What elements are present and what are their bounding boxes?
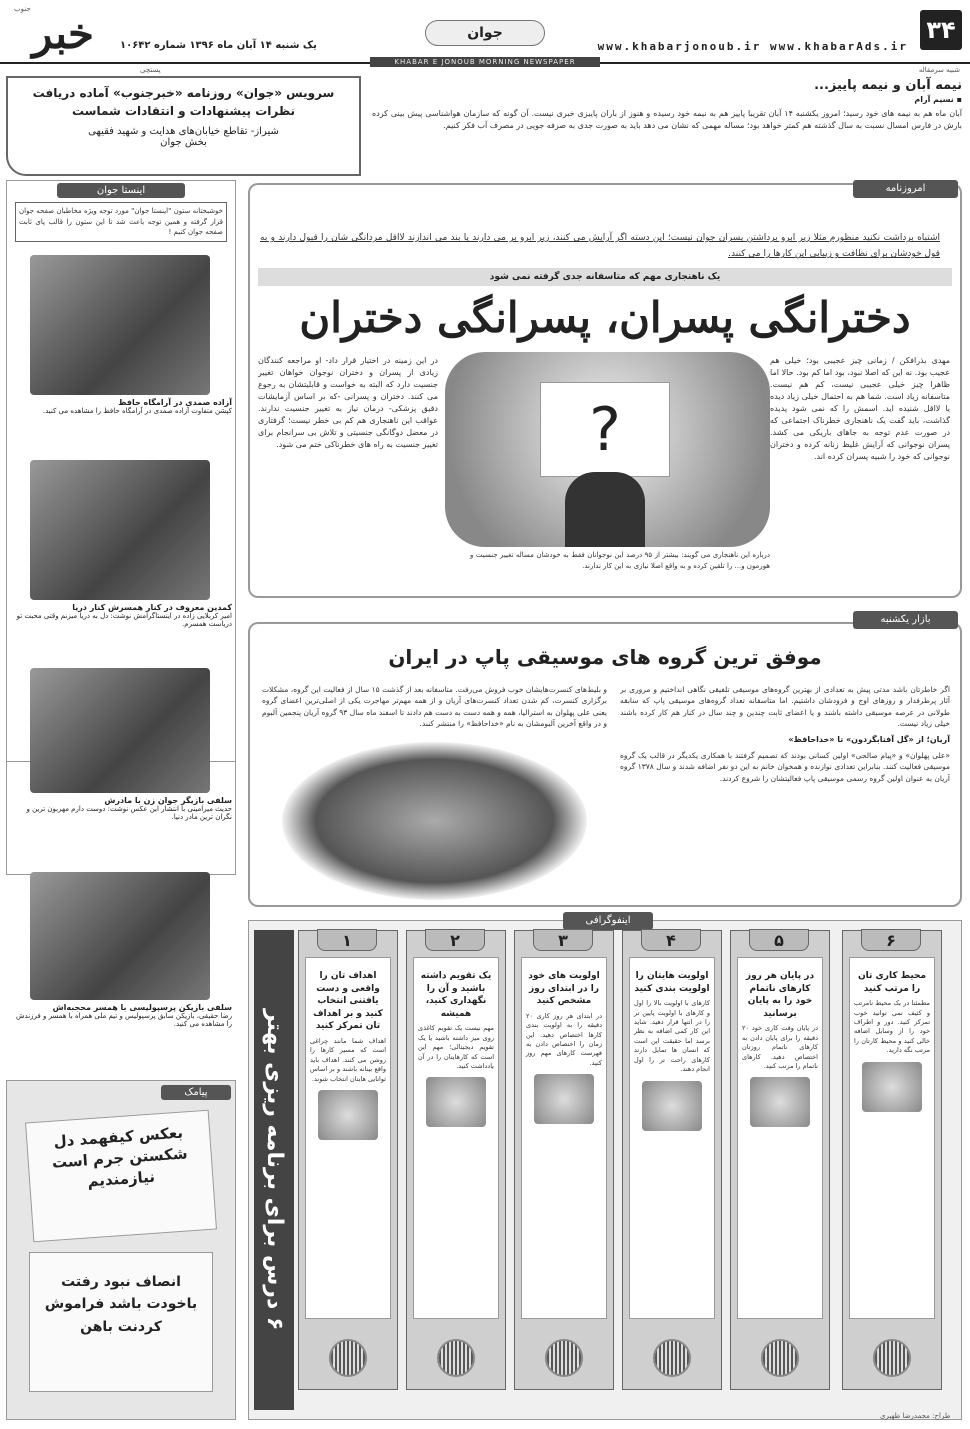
music-col-right: اگر خاطرتان باشد مدتی پیش به تعدادی از بهترین گروه‌های موسیقی تلفیقی نگاهی انداختیم و مروری بر آثار پرطرفدار و روزهای اوج و فرودشان داشتیم. اما متاسفانه تعداد گروه‌های موسیقی پاپ که سابقه طولانی در عرصه موسیقی داشته باشند و یا اعضای ثابت چندین و چند سال در کنار هم کار کرده باشند خیلی زیاد نیست.	[620, 685, 950, 728]
folder-number: ۴	[641, 929, 701, 951]
insta-photo-3	[30, 668, 210, 793]
folder-number: ۳	[533, 929, 593, 951]
main-label: امروزنامه	[853, 180, 958, 198]
folder-title: اولویت های خود را در ابتدای روز مشخص کنید	[528, 971, 600, 1007]
folder-card-6	[842, 930, 942, 1390]
newspaper-logo	[8, 8, 118, 60]
main-col-left: در این زمینه در اختیار قرار داد- او مراجعه کنندگان زیادی از پسران و دختران نوجوان خواهان تغییر جنسیت دارد که البته به خواست و قابلیتشان به رجوع می کنند. دختران و پسرانی -که بر اساس آزمایشات دقیق پزشکی- درمان نیاز به تغییر جنسیت ندارند. عواقب این ناهنجاری هم کم بی خطر نیست؛ گرفتاری در معضل دوگانگی جنسیتی و تلاش بی سرانجام برای تغییر جنسیت به راه های خطرناکی ختم می شود.	[258, 356, 438, 449]
logo-text: خبر	[32, 9, 94, 58]
main-photo-caption: درباره این ناهنجاری می گویند: بیشتر از ۹۵ درصد این نوجوانان فقط به خودشان مساله تغییر جنسیت و هورمون و... را تلقین کرده و به واقع اصلا نیازی به این کار ندارند.	[470, 551, 770, 570]
caption-title: آزاده صمدی در آرامگاه حافظ	[118, 398, 232, 407]
service-title: سرویس «جوان» روزنامه «خبرجنوب» آماده دریافت نظرات پیشنهادات و انتقادات شماست	[32, 86, 335, 118]
insta-intro: خوشبختانه ستون "اینستا جوان" مورد توجه ویژه مخاطبان صفحه جوان قرار گرفته و همین توجه باعث شد تا این ستون را قالب پای ثابت صفحه جوان کنیم !	[15, 202, 227, 242]
folder-title: محیط کاری تان را مرتب کنید	[857, 971, 927, 994]
author-name: نسیم آرام	[914, 95, 954, 104]
caption-title: کمدین معروف در کنار همسرش کنار دریا	[72, 603, 232, 612]
binder-holes-icon	[329, 1339, 367, 1377]
issue-date: یک شنبه ۱۴ آبان ماه ۱۳۹۶ شماره ۱۰۶۴۲	[120, 40, 317, 51]
site-urls[interactable]: www.khabarjonoub.ir www.khabarAds.ir	[597, 40, 908, 53]
english-tagline: KHABAR E JONOUB MORNING NEWSPAPER	[370, 57, 600, 67]
music-col-right-2: «علی پهلوان» و «پیام صالحی» اولین کسانی بودند که تصمیم گرفتند با همکاری یکدیگر در قالب یک گروه موسیقی فعالیت کنند. بنابراین تعدادی نوازنده و همخوان خانم به این دو نفر اضافه شدند و سال ۱۳۷۸ گروه آریان به عنوان اولین گروه رسمی موسیقی پاپ فعالیتشان را شروع کردند.	[620, 751, 950, 783]
binder-holes-icon	[545, 1339, 583, 1377]
main-col-right: مهدی بذرافکن / زمانی چیز عجیبی بود؛ خیلی هم عجیب بود. نه این که اصلا نبود، بود اما کم بود. حالا اما ظاهرا چیز خیلی عجیبی نیست، کم هم نیست. متاسفانه زیاد است. شما هم به احتمال خیلی زیاد دیده یا لااقل شنیده اید. اسمش را که نمی شود پدیده گذاشت، باید گفت یک ناهنجاری خطرناک اجتماعی که در صورت عدم توجه به جاهای باریکی می کشد. پسران نوجوانی که آرایش غلیظ زنانه کرده و دختران نوجوانی که خود را شبیه پسران کرده اند.	[770, 356, 950, 461]
folder-illustration	[750, 1077, 810, 1127]
folder-text: در ابتدای هر روز کاری ۲۰ دقیقه را به اولویت بندی کارها اختصاص دهید. این زمان را اختصاص دادن به فهرست کارهای مهم روز کنید.	[526, 1011, 602, 1067]
infographic-label: اینفوگرافی	[563, 912, 653, 930]
insta-caption-3	[10, 796, 232, 821]
insta-photo-2	[30, 460, 210, 600]
page-number: ۳۴	[920, 10, 962, 50]
folder-title: در پایان هر روز کارهای ناتمام خود را به پایان برسانید	[745, 971, 815, 1019]
main-headline: دخترانگی پسران، پسرانگی دختران	[299, 293, 911, 342]
insta-photo-1	[30, 255, 210, 395]
music-label: بازار یکشنبه	[853, 611, 958, 629]
folder-card-5	[730, 930, 830, 1390]
music-group-photo	[282, 742, 587, 900]
insta-caption-4	[10, 1003, 232, 1028]
insta-caption-1	[10, 398, 232, 415]
service-dept: بخش جوان	[160, 137, 207, 148]
caption-title: سلفی بازیکن پرسپولیسی با همسر محجبه‌اش	[52, 1003, 232, 1012]
folder-number: ۱	[317, 929, 377, 951]
payamak-card-1: بعکس کیفهمد دل شکستن جرم است نیازمندیم	[25, 1110, 217, 1243]
folder-card-2	[406, 930, 506, 1390]
insta-photo-4	[30, 872, 210, 1000]
folder-text: مطمئنا در یک محیط نامرتب و کثیف نمی توانید خوب تمرکز کنید. دور و اطراف خود را از وسایل اضافه خالی کنید و محیط کارتان را مرتب نگه دارید.	[854, 999, 930, 1055]
caption-text: رضا حقیقی، بازیکن سابق پرسپولیس و تیم ملی همراه با همسر و فرزندش را مشاهده می کنید.	[15, 1012, 232, 1028]
caption-title: سلفی بازیگر جوان زن با مادرش	[104, 796, 232, 805]
question-mark-icon: ?	[540, 382, 670, 477]
logo-sub: جنوب	[14, 5, 31, 13]
folder-number: ۲	[425, 929, 485, 951]
folder-text: کارهای با اولویت بالا را اول و کارهای با اولویت پایین تر را در انتها قرار دهید. شاید این کار کمی اضافه به نظر برسد اما حقیقت این است که انسان ها تمایل دارند کارهای راحت تر را اول انجام دهند.	[634, 999, 710, 1074]
caption-text: امیر کربلایی زاده در اینستاگرامش نوشت: دل به دریا میزنم وقتی محبت تو دریاست همسرم.	[16, 612, 232, 628]
main-kicker: یک ناهنجاری مهم که متاسفانه جدی گرفته نمی شود	[258, 268, 952, 286]
payamak-label: پیامک	[161, 1085, 231, 1100]
payamak-box	[6, 1080, 236, 1420]
folder-title: اهداف تان را واقعی و دست یافتنی انتخاب کنید و بر اهداف تان تمرکز کنید	[313, 971, 383, 1032]
insta-label: اینستا جوان	[57, 183, 185, 198]
person-silhouette	[565, 472, 645, 547]
caption-text: حدیث میرامینی با انتشار این عکس نوشت: دوست دارم مهربون ترین و نگران ترین مادر دنیا.	[26, 805, 232, 821]
infographic-credit: طراح: محمدرضا ظهیری	[880, 1412, 951, 1420]
folder-title: یک تقویم داشته باشید و آن را نگهداری کنید، همیشه	[420, 971, 492, 1019]
folder-text: اهداف شما مانند چراغی است که مسیر کارها را روشن می کنند. اهداف باید واقع بینانه باشند و بر اساس توانایی هایتان انتخاب شوند.	[310, 1036, 386, 1083]
folder-illustration	[318, 1090, 378, 1140]
binder-holes-icon	[653, 1339, 691, 1377]
folder-number: ۶	[861, 929, 921, 951]
editorial-title: نیمه آبان و نیمه پاییز...	[814, 78, 962, 93]
folder-card-3	[514, 930, 614, 1390]
folder-title: اولویت هایتان را اولویت بندی کنید	[634, 971, 710, 994]
folder-illustration	[862, 1062, 922, 1112]
editorial	[372, 78, 962, 172]
binder-holes-icon	[761, 1339, 799, 1377]
service-label: پستچی	[140, 66, 161, 74]
binder-holes-icon	[873, 1339, 911, 1377]
payamak-card-2: انصاف نبود رفتت باخودت باشد فراموش کردنت باهن	[29, 1252, 213, 1392]
insta-caption-2	[10, 603, 232, 628]
service-box	[6, 76, 361, 176]
main-photo	[445, 352, 770, 547]
music-col-left: و بلیط‌های کنسرت‌هایشان خوب فروش می‌رفت. متاسفانه بعد از گذشت ۱۵ سال از فعالیت این گروه، مشکلات برگزاری کنسرت، کم شدن تعداد کنسرت‌های آریان و از همه مهم‌تر مهاجرت یکی از اصلی‌ترین اعضای گروه یعنی علی پهلوان به استرالیا، همه و همه دست به دست هم دادند تا اسفند ماه سال ۹۳ گروه آریان پنجمین آلبوم و در واقع آخرین آلبومشان به نام «خداحافظ» را منتشر کنند.	[262, 685, 607, 728]
folder-card-4	[622, 930, 722, 1390]
folder-illustration	[642, 1081, 702, 1131]
editorial-label: شبیه سرمقاله	[918, 66, 960, 74]
editorial-author: ▪ نسیم آرام	[914, 95, 962, 104]
infographic-vertical-title: ۶ درس برای برنامه ریزی بهتر	[254, 930, 294, 1410]
folder-number: ۵	[749, 929, 809, 951]
page-header	[0, 0, 970, 64]
caption-text: کپشن متفاوت آزاده صمدی در آرامگاه حافظ را مشاهده می کنید.	[42, 407, 232, 415]
main-lead: اشتباه برداشت نکنید منظورم مثلا زیر ابرو برداشتن پسران جوان نیست؛ این دسته اگر آرایش می کنند، زیر ابرو بر می دارند یا بند می اندازند لااقل مردانگی شان را قبول دارند و به قول خودشان برای نظافت و زیبایی این کارها را می کنند.	[260, 233, 940, 260]
music-title: موفق ترین گروه های موسیقی پاپ در ایران	[388, 645, 822, 669]
folder-illustration	[426, 1077, 486, 1127]
folder-text: مهم نیست یک تقویم کاغذی روی میز داشته باشید یا یک تقویم دیجیتالی؛ مهم این است که کارهایتان را در آن یادداشت کنید.	[418, 1024, 494, 1071]
folder-illustration	[534, 1074, 594, 1124]
section-title: جوان	[425, 20, 545, 46]
folder-text: در پایان وقت کاری خود ۲۰ دقیقه را برای پایان دادن به کارهای ناتمام روزتان اختصاص دهید. کارهای ناتمام را مرتب کنید.	[742, 1024, 818, 1071]
music-subhead: آریان؛ از «گل آفتابگردون» تا «خداحافظ»	[788, 735, 950, 744]
folder-card-1	[298, 930, 398, 1390]
editorial-body: آبان ماه هم به نیمه های خود رسید؛ امروز یکشنبه ۱۴ آبان تقریبا پاییز هم به نیمه خود رسیده و هنوز از باران پاییزی خبری نیست. آن گونه که سازمان هواشناسی پیش بینی کرده بارش در فارس امسال نسبت به سال گذشته هم کمتر خواهد بود؛ مساله مهمی که نشان می دهد باید به صورت جدی به صرفه جویی در مصرف آب فکر کنیم.	[372, 109, 963, 130]
service-address: شیراز- تقاطع خیابان‌های هدایت و شهید فقیهی	[88, 126, 279, 137]
binder-holes-icon	[437, 1339, 475, 1377]
